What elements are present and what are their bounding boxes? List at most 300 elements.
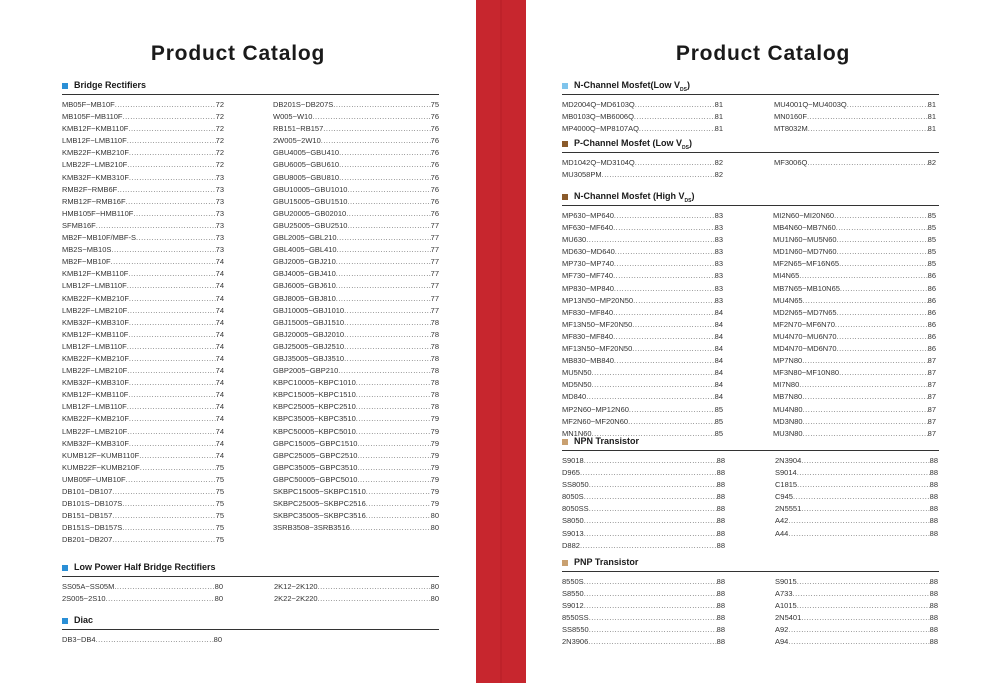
page-number: 79 (430, 474, 439, 484)
page-number: 75 (215, 499, 224, 509)
catalog-entry (62, 232, 224, 244)
page-number: 74 (215, 438, 224, 448)
product-name: MP7N80 (773, 356, 803, 366)
product-name: MB830~MB840 (562, 356, 614, 366)
catalog-entry (273, 305, 439, 317)
page-number: 79 (430, 487, 439, 496)
catalog-entry (562, 528, 725, 540)
catalog-entry (773, 283, 936, 295)
page-number: 79 (430, 462, 439, 472)
page-number: 88 (716, 480, 725, 490)
list-column (62, 99, 224, 546)
product-name: 2N3904 (775, 456, 802, 465)
product-name: MU630 (562, 235, 587, 245)
section-heading (62, 562, 439, 577)
dot-leader (584, 588, 717, 600)
dot-leader (366, 498, 431, 510)
product-name: MB2F~MB10F/MBF-S (62, 233, 136, 243)
catalog-entry (273, 280, 439, 292)
catalog-entry (775, 600, 938, 612)
catalog-entry (775, 636, 938, 648)
page-number: 81 (927, 124, 936, 134)
catalog-entry (775, 479, 938, 491)
page-number: 73 (215, 208, 224, 218)
page-number: 74 (215, 293, 224, 303)
product-name: KMB32F~KMB310F (62, 172, 129, 182)
dot-leader (139, 450, 215, 462)
right-catalog-page (526, 0, 1000, 683)
page-number: 85 (714, 428, 723, 438)
product-name: KMB32F~KMB310F (62, 317, 129, 327)
product-name: 8550S (562, 577, 584, 586)
product-name: LMB12F~LMB110F (62, 136, 127, 146)
page-number: 76 (430, 160, 439, 170)
dot-leader (366, 510, 431, 522)
dot-leader (128, 389, 215, 401)
section-columns (62, 99, 439, 546)
list-column (274, 581, 439, 605)
catalog-entry (775, 455, 938, 467)
catalog-entry (273, 498, 439, 510)
product-name: C1815 (775, 480, 798, 490)
dot-leader (803, 295, 928, 307)
page-number: 74 (215, 269, 224, 279)
section-columns (62, 634, 439, 646)
dot-leader (318, 581, 431, 593)
dot-leader (129, 172, 216, 184)
dot-leader (614, 283, 715, 295)
page-number: 82 (927, 158, 936, 167)
dot-leader (357, 450, 430, 462)
product-name: GBU10005~GBU1010 (273, 184, 348, 194)
product-name: MF830~MF840 (562, 331, 614, 341)
catalog-entry (273, 341, 439, 353)
page-number: 88 (929, 613, 938, 623)
product-name: MT8032M (774, 124, 808, 134)
product-name: MF830~MF840 (562, 307, 614, 317)
page-title: Product Catalog (675, 42, 851, 65)
section-columns (562, 99, 939, 135)
dot-leader (106, 593, 215, 605)
dot-leader (802, 391, 927, 403)
page-number: 80 (430, 523, 439, 533)
catalog-entry (62, 522, 224, 534)
catalog-entry (62, 450, 224, 462)
dot-leader (117, 184, 215, 196)
product-name: GBL2005~GBL210 (273, 233, 337, 243)
page-number: 74 (215, 402, 224, 412)
catalog-entry (62, 99, 224, 111)
list-column (273, 99, 439, 546)
page-number: 77 (430, 220, 439, 230)
dot-leader (336, 293, 431, 305)
product-name: GBU25005~GBU2510 (273, 220, 348, 230)
dot-leader (347, 196, 430, 208)
page-number: 80 (430, 594, 439, 604)
dot-leader (336, 280, 431, 292)
list-column (562, 576, 725, 649)
product-name: MI4N65 (773, 271, 800, 281)
dot-leader (614, 210, 715, 222)
product-name: KMB12F~KMB110F (62, 390, 129, 400)
product-name: MF2N70~MF6N70 (773, 319, 835, 329)
page-number: 73 (215, 245, 224, 255)
product-name: UMB05F~UMB10F (62, 474, 126, 484)
product-name: MD840 (562, 392, 587, 402)
page-number: 75 (215, 474, 224, 484)
product-name: RB151~RB157 (273, 124, 324, 134)
dot-leader (797, 600, 930, 612)
section-diac (62, 615, 439, 646)
catalog-entry (273, 317, 439, 329)
dot-leader (836, 222, 928, 234)
product-name: LMB12F~LMB110F (62, 402, 127, 412)
page-number: 84 (714, 344, 723, 354)
product-name: GBJ35005~GBJ3510 (273, 353, 345, 363)
dot-leader (592, 367, 715, 379)
product-name: HMB105F~HMB110F (62, 208, 134, 218)
product-name: MB105F~MB110F (62, 112, 123, 122)
product-name: GBPC25005~GBPC2510 (273, 450, 358, 460)
dot-leader (797, 576, 930, 588)
section-heading (562, 191, 939, 206)
catalog-entry (562, 467, 725, 479)
product-name: KBPC50005~KBPC5010 (273, 426, 356, 436)
product-name: LMB12F~LMB110F (62, 341, 127, 351)
section-heading-text: P-Channel Mosfet (Low $V_{DS}$) (574, 138, 692, 151)
dot-leader (323, 123, 430, 135)
dot-leader (584, 491, 717, 503)
product-name: MP13N50~MP20N50 (562, 295, 634, 305)
catalog-entry (773, 355, 936, 367)
list-column (62, 581, 223, 605)
page-number: 85 (927, 223, 936, 233)
list-column (562, 455, 725, 552)
page-number: 86 (927, 283, 936, 293)
dot-leader (835, 319, 928, 331)
bullet-square-icon (562, 83, 568, 89)
dot-leader (96, 220, 216, 232)
catalog-entry (62, 486, 224, 498)
page-number: 72 (215, 124, 224, 134)
product-name: S9013 (562, 528, 584, 538)
page-number: 84 (714, 380, 723, 390)
catalog-entry (273, 196, 439, 208)
catalog-entry (562, 624, 725, 636)
dot-leader (580, 540, 717, 552)
catalog-entry (273, 244, 439, 256)
dot-leader (613, 331, 715, 343)
catalog-entry (562, 331, 723, 343)
page-number: 79 (430, 450, 439, 460)
product-name: GBJ15005~GBJ1510 (273, 317, 345, 327)
product-name: GBU6005~GBU610 (273, 160, 340, 170)
product-name: MP730~MP740 (562, 259, 614, 269)
dot-leader (793, 491, 930, 503)
dot-leader (807, 157, 927, 169)
product-name: D965 (562, 468, 580, 478)
dot-leader (129, 377, 216, 389)
bullet-square-icon (562, 560, 568, 566)
page-number: 88 (716, 577, 725, 586)
page-number: 88 (929, 577, 938, 586)
page-number: 76 (430, 148, 439, 158)
page-number: 85 (927, 211, 936, 220)
catalog-entry (775, 528, 938, 540)
dot-leader (356, 377, 431, 389)
page-number: 78 (430, 353, 439, 363)
product-name: MB2F~MB10F (62, 257, 111, 267)
catalog-entry (62, 244, 224, 256)
product-name: MF730~MF740 (562, 271, 614, 281)
page-number: 80 (214, 582, 223, 591)
dot-leader (357, 438, 430, 450)
product-name: MD1N60~MD7N60 (773, 247, 837, 257)
section-bridge-rectifiers (62, 80, 439, 546)
catalog-entry (62, 123, 224, 135)
catalog-entry (274, 593, 439, 605)
product-name: KBPC25005~KBPC2510 (273, 402, 356, 412)
catalog-entry (775, 467, 938, 479)
page-number: 84 (714, 356, 723, 366)
dot-leader (586, 391, 714, 403)
catalog-entry (62, 341, 224, 353)
page-number: 87 (927, 392, 936, 402)
dot-leader (112, 486, 215, 498)
page-number: 88 (716, 589, 725, 599)
product-name: DB3~DB4 (62, 635, 96, 644)
product-name: MF2N60~MF20N60 (562, 416, 629, 426)
catalog-entry (775, 612, 938, 624)
page-number: 74 (215, 353, 224, 363)
product-name: MF2N65~MF16N65 (773, 259, 840, 269)
product-name: MI2N60~MI20N60 (773, 211, 835, 220)
product-name: MI7N80 (773, 380, 800, 390)
product-name: KBPC35005~KBPC3510 (273, 414, 356, 424)
catalog-entry (273, 208, 439, 220)
catalog-entry (773, 222, 936, 234)
page-number: 80 (430, 582, 439, 591)
catalog-entry (562, 307, 723, 319)
catalog-entry (62, 293, 224, 305)
dot-leader (629, 404, 715, 416)
product-name: MB05F~MB10F (62, 100, 115, 109)
product-name: GBJ8005~GBJ810 (273, 293, 336, 303)
product-name: RMB12F~RMB16F (62, 196, 126, 206)
dot-leader (797, 467, 930, 479)
page-number: 76 (430, 172, 439, 182)
catalog-entry (273, 401, 439, 413)
product-name: KMB22F~KMB210F (62, 293, 129, 303)
page-number: 88 (929, 468, 938, 478)
section-heading (62, 615, 439, 630)
product-name: S9015 (775, 577, 797, 586)
dot-leader (344, 341, 431, 353)
product-name: GBU20005~GB02010 (273, 208, 347, 218)
dot-leader (112, 510, 215, 522)
page-number: 74 (215, 281, 224, 291)
dot-leader (788, 624, 929, 636)
product-name: MB0103Q~MB6006Q (562, 112, 634, 122)
product-name: GBPC15005~GBPC1510 (273, 438, 358, 448)
page-number: 73 (215, 220, 224, 230)
page-number: 74 (215, 414, 224, 424)
dot-leader (122, 522, 215, 534)
page-number: 83 (714, 259, 723, 269)
product-name: SS8550 (562, 625, 589, 635)
product-name: LMB12F~LMB110F (62, 281, 127, 291)
catalog-entry (773, 404, 936, 416)
dot-leader (797, 479, 930, 491)
product-name: DB201S~DB207S (273, 100, 334, 109)
catalog-entry (562, 515, 725, 527)
product-name: S9018 (562, 456, 584, 465)
dot-leader (356, 426, 431, 438)
dot-leader (111, 244, 215, 256)
product-name: GBPC35005~GBPC3510 (273, 462, 358, 472)
dot-leader (115, 99, 216, 111)
page-number: 85 (927, 247, 936, 257)
product-name: A92 (775, 625, 789, 635)
page-number: 72 (215, 136, 224, 146)
product-name: A44 (775, 528, 789, 538)
section-p-channel-mosfet-low-vds (562, 138, 939, 181)
product-name: GBJ10005~GBJ1010 (273, 305, 345, 315)
page-number: 87 (927, 356, 936, 366)
page-number: 72 (215, 148, 224, 158)
page-number: 80 (430, 511, 439, 521)
section-heading-text: Diac (74, 615, 94, 625)
page-number: 78 (430, 317, 439, 327)
product-name: GBU8005~GBU810 (273, 172, 340, 182)
page-number: 81 (927, 112, 936, 122)
catalog-entry (562, 600, 725, 612)
dot-leader (127, 426, 215, 438)
page-number: 74 (215, 257, 224, 267)
product-name: MF3006Q (774, 158, 808, 167)
catalog-entry (273, 353, 439, 365)
dot-leader (614, 355, 715, 367)
product-name: MU4N65 (773, 295, 803, 305)
page-title: Product Catalog (150, 42, 326, 65)
dot-leader (639, 123, 715, 135)
page-number: 79 (430, 414, 439, 424)
dot-leader (366, 486, 431, 498)
catalog-entry (273, 462, 439, 474)
page-number: 84 (714, 331, 723, 341)
product-name: MD1042Q~MD3104Q (562, 158, 635, 167)
section-columns (562, 576, 939, 649)
catalog-entry (273, 474, 439, 486)
section-heading-text: Bridge Rectifiers (74, 80, 147, 90)
page-number: 78 (430, 329, 439, 339)
dot-leader (112, 534, 215, 546)
product-name: LMB22F~LMB210F (62, 426, 128, 436)
section-heading (562, 80, 939, 95)
catalog-entry (562, 576, 725, 588)
catalog-entry (273, 99, 439, 111)
catalog-entry (775, 503, 938, 515)
dot-leader (589, 624, 717, 636)
product-name: KMB12F~KMB110F (62, 269, 129, 279)
page-number: 76 (430, 196, 439, 206)
catalog-entry (62, 474, 224, 486)
catalog-entry (273, 256, 439, 268)
product-name: GBU15005~GBU1510 (273, 196, 348, 206)
page-number: 81 (714, 124, 723, 134)
product-name: GBJ20005~GBJ2010 (273, 329, 345, 339)
catalog-entry (562, 246, 723, 258)
product-name: S9012 (562, 601, 584, 611)
catalog-entry (62, 438, 224, 450)
catalog-entry (273, 159, 439, 171)
dot-leader (350, 522, 431, 534)
catalog-entry (774, 111, 936, 123)
product-name: 2K22~2K220 (274, 594, 318, 604)
catalog-entry (562, 379, 723, 391)
catalog-entry (273, 450, 439, 462)
catalog-entry (273, 147, 439, 159)
catalog-entry (62, 305, 224, 317)
dot-leader (613, 307, 715, 319)
dot-leader (788, 515, 929, 527)
dot-leader (128, 268, 215, 280)
page-number: 75 (215, 523, 224, 533)
page-number: 74 (215, 329, 224, 339)
page-number: 74 (215, 305, 224, 315)
product-name: KUMB22F~KUMB210F (62, 462, 140, 472)
catalog-entry (562, 367, 723, 379)
product-name: 2N5551 (775, 504, 802, 514)
page-number: 74 (215, 378, 224, 388)
list-column (562, 210, 723, 440)
page-number: 79 (430, 499, 439, 509)
catalog-entry (773, 210, 936, 222)
dot-leader (589, 479, 717, 491)
page-number: 75 (215, 487, 224, 496)
catalog-entry (774, 157, 936, 169)
catalog-entry (773, 343, 936, 355)
product-name: MU1N60~MU5N60 (773, 235, 837, 245)
product-name: SKBPC35005~SKBPC3516 (273, 511, 366, 521)
page-number: 83 (714, 247, 723, 257)
product-name: LMB22F~LMB210F (62, 160, 128, 170)
product-name: MB2S~MB10S (62, 245, 112, 255)
section-heading-text: N-Channel Mosfet(Low $V_{DS}$) (574, 80, 690, 93)
dot-leader (837, 246, 928, 258)
dot-leader (346, 208, 430, 220)
page-number: 84 (714, 307, 723, 317)
product-name: 8050SS (562, 504, 589, 514)
section-columns (562, 210, 939, 440)
dot-leader (344, 305, 431, 317)
page-number: 73 (215, 172, 224, 182)
catalog-entry (562, 455, 725, 467)
catalog-entry (562, 612, 725, 624)
bullet-square-icon (562, 194, 568, 200)
bullet-square-icon (562, 439, 568, 445)
page-number: 73 (215, 196, 224, 206)
list-column (775, 455, 938, 552)
product-name: GBJ4005~GBJ410 (273, 269, 336, 279)
page-number: 78 (430, 402, 439, 412)
page-number: 88 (716, 492, 725, 502)
catalog-entry (62, 256, 224, 268)
dot-leader (129, 147, 216, 159)
dot-leader (803, 404, 928, 416)
dot-leader (126, 474, 216, 486)
page-number: 87 (927, 416, 936, 426)
